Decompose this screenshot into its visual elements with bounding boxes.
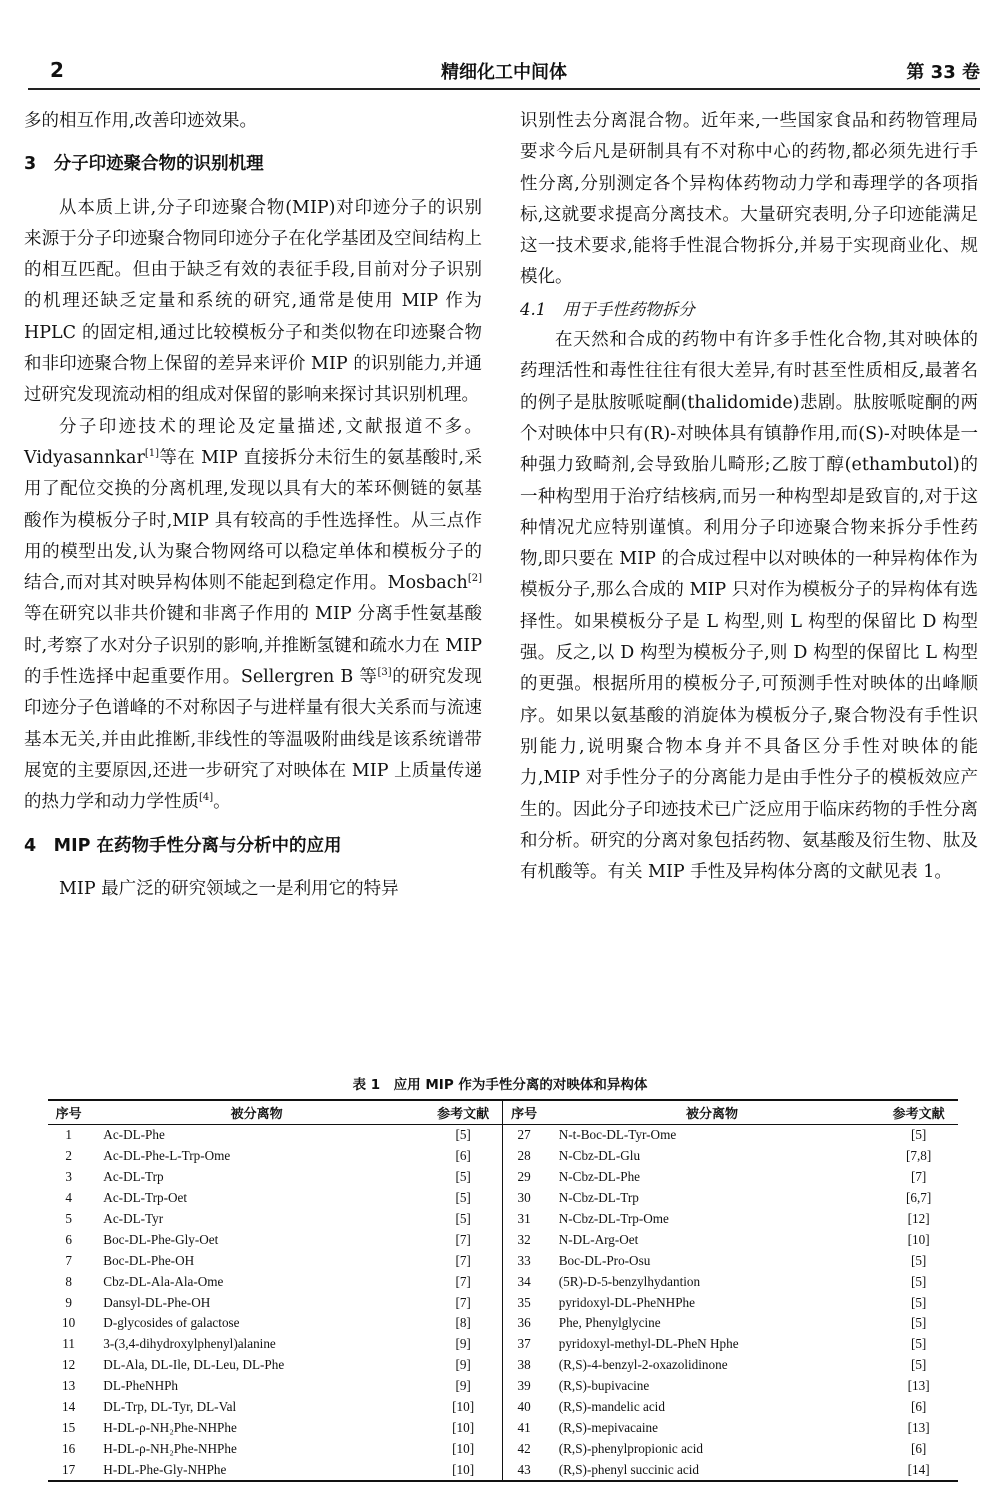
row-ref: [14] xyxy=(879,1459,958,1481)
row-no: 7 xyxy=(65,1252,72,1268)
row-no: 34 xyxy=(517,1273,531,1289)
intro-paragraph: 多的相互作用,改善印迹效果。 xyxy=(24,111,258,131)
row-compound: (R,S)-4-benzyl-2-oxazolidinone xyxy=(558,1357,728,1373)
header-rule xyxy=(28,88,980,90)
row-ref: [7] xyxy=(424,1229,503,1250)
row-no: 28 xyxy=(517,1148,531,1164)
header-no: 序号 xyxy=(48,1100,89,1125)
row-ref: [10] xyxy=(424,1438,503,1459)
header-ref-2: 参考文献 xyxy=(879,1100,958,1125)
row-ref: [5] xyxy=(910,1127,927,1143)
row-ref: [5] xyxy=(424,1188,503,1209)
table-row xyxy=(48,1459,958,1481)
row-ref: [10] xyxy=(424,1417,503,1438)
row-ref: [6] xyxy=(910,1440,927,1456)
row-ref: [13] xyxy=(907,1378,930,1394)
right-column xyxy=(520,106,978,888)
row-no: 11 xyxy=(62,1336,75,1352)
continued-paragraph: 识别性去分离混合物。近年来,一些国家食品和药物管理局要求今后凡是研制具有不对称中心的药物,都必须先进行手性分离,分别测定各个异构体药物动力学和毒理学的各项指标,这就要求提高分离技术。大量研究表明,分子印迹能满足这一技术要求,能将手性混合物拆分,并易于实现商业化、规模化。 xyxy=(520,111,978,288)
row-compound: (R,S)-mepivacaine xyxy=(558,1419,658,1435)
row-ref: [5] xyxy=(910,1357,927,1373)
row-ref: [6,7] xyxy=(905,1190,932,1206)
row-compound: Ac-DL-Phe-L-Trp-Ome xyxy=(103,1148,231,1164)
row-compound: (R,S)-phenyl succinic acid xyxy=(545,1459,880,1481)
row-no: 39 xyxy=(517,1378,531,1394)
row-no: 10 xyxy=(62,1315,76,1331)
row-compound: Dansyl-DL-Phe-OH xyxy=(103,1294,211,1310)
table-row xyxy=(48,1292,958,1313)
row-compound: Ac-DL-Trp-Oet xyxy=(103,1190,188,1206)
table-row xyxy=(48,1313,958,1334)
row-compound: Boc-DL-Phe-Gly-Oet xyxy=(103,1231,219,1247)
row-ref: [13] xyxy=(907,1419,930,1435)
table-row xyxy=(48,1188,958,1209)
table-row xyxy=(48,1271,958,1292)
row-compound: H-DL-ρ-NH₂Phe-NHPhe xyxy=(103,1440,237,1456)
row-no: 27 xyxy=(517,1127,531,1143)
row-no: 3 xyxy=(65,1169,72,1185)
row-no: 1 xyxy=(65,1127,72,1143)
row-compound: Ac-DL-Phe xyxy=(103,1127,165,1143)
row-no: 14 xyxy=(62,1399,76,1415)
table-row xyxy=(48,1229,958,1250)
row-ref: [10] xyxy=(424,1459,503,1481)
row-ref: [7] xyxy=(424,1250,503,1271)
row-ref: [5] xyxy=(910,1294,927,1310)
row-no: 37 xyxy=(517,1336,531,1352)
table-header-row xyxy=(48,1100,958,1125)
row-no: 31 xyxy=(517,1211,531,1226)
row-compound: D-glycosides of galactose xyxy=(103,1315,240,1331)
row-compound: (R,S)-phenylpropionic acid xyxy=(558,1440,704,1456)
row-no: 36 xyxy=(517,1315,531,1331)
enantiomer-table xyxy=(48,1099,958,1482)
section-3-paragraph-1: 从本质上讲,分子印迹聚合物(MIP)对印迹分子的识别来源于分子印迹聚合物同印迹分子在化学基团及空间结构上的相互匹配。但由于缺乏有效的表征手段,目前对分子识别的机理还缺乏定量和系统的研究,通常是使用 MIP 作为 HPLC 的固定相,通过比较模板分子和类似物在印迹聚合物和非印迹聚合物上保留的差异来评价 MIP 的识别能力,并通过研究发现流动相的组成对保留的影响来探讨其识别机理。 xyxy=(24,197,482,406)
citation-3: [3] xyxy=(377,667,392,679)
table-row xyxy=(48,1397,958,1418)
row-compound: N-DL-Arg-Oet xyxy=(558,1231,639,1247)
section-4-1-heading: 4.1 用于手性药物拆分 xyxy=(520,299,695,319)
row-ref: [10] xyxy=(907,1231,930,1247)
journal-title: 精细化工中间体 xyxy=(441,62,567,83)
running-header xyxy=(28,58,980,84)
row-ref: [8] xyxy=(424,1313,503,1334)
row-compound: N-Cbz-DL-Glu xyxy=(558,1148,641,1164)
row-compound: DL-Trp, DL-Tyr, DL-Val xyxy=(103,1399,237,1415)
citation-1: [1] xyxy=(144,447,159,459)
section-4-1-paragraph: 在天然和合成的药物中有许多手性化合物,其对映体的药理活性和毒性往往有很大差异,有时甚至性质相反,最著名的例子是肽胺哌啶酮(thalidomide)悲剧。肽胺哌啶酮的两个对映体中只有(R)-对映体具有镇静作用,而(S)-对映体是一种强力致畸剂,会导致胎儿畸形;乙胺丁醇(ethambutol)的一种构型用于治疗结核病,而另一种构型却是致盲的,对于这种情况尤应特别谨慎。利用分子印迹聚合物来拆分手性药物,即只要在 MIP 的合成过程中以对映体的一种异构体作为模板分子,那么合成的 MIP 只对作为模板分子的异构体有选择性。如果模板分子是 L 构型,则 L 构型的保留比 D 构型强。反之,以 D 构型为模板分子,则 D 构型的保留比 L 构型的更强。根据所用的模板分子,可预测手性对映体的出峰顺序。如果以氨基酸的消旋体为模板分子,聚合物没有手性识别能力,说明聚合物本身并不具备区分手性对映体的能力,MIP 对手性分子的分离能力是由手性分子的模板效应产生的。因此分子印迹技术已广泛应用于临床药物的手性分离和分析。研究的分离对象包括药物、氨基酸及衍生物、肽及有机酸等。有关 MIP 手性及异构体分离的文献见表 1。 xyxy=(520,330,978,883)
section-4-heading: 4 MIP 在药物手性分离与分析中的应用 xyxy=(24,835,342,856)
row-no: 4 xyxy=(65,1190,72,1206)
row-compound: Boc-DL-Pro-Osu xyxy=(558,1252,651,1268)
row-ref: [10] xyxy=(424,1397,503,1418)
row-ref: [9] xyxy=(424,1355,503,1376)
row-no: 8 xyxy=(65,1273,72,1289)
row-compound: 3-(3,4-dihydroxylphenyl)alanine xyxy=(103,1336,276,1352)
row-compound: DL-Ala, DL-Ile, DL-Leu, DL-Phe xyxy=(103,1357,285,1373)
section-3-paragraph-2: 分子印迹技术的理论及定量描述,文献报道不多。Vidyasannkar[1]等在 MIP 直接拆分未衍生的氨基酸时,采用了配位交换的分离机理,发现以具有大的苯环侧链的氨基酸作为模板分子时,MIP 具有较高的手性选择性。从三点作用的模型出发,认为聚合物网络可以稳定单体和模板分子的结合,而对其对映异构体则不能起到稳定作用。Mosbach[2]等在研究以非共价键和非离子作用的 MIP 分离手性氨基酸时,考察了水对分子识别的影响,并推断氢键和疏水力在 MIP 的手性选择中起重要作用。Sellergren B 等[3]的研究发现印迹分子色谱峰的不对称因子与进样量有很大关系而与流速基本无关,并由此推断,非线性的等温吸附曲线是该系统谱带展宽的主要原因,还进一步研究了对映体在 MIP 上质量传递的热力学和动力学性质[4]。 xyxy=(24,416,482,813)
row-compound: N-Cbz-DL-Trp-Ome xyxy=(558,1211,669,1226)
row-ref: [5] xyxy=(424,1167,503,1188)
page-number: 2 xyxy=(50,58,64,82)
row-ref: [6] xyxy=(910,1399,927,1415)
row-compound: pyridoxyl-DL-PheNHPhe xyxy=(558,1294,695,1310)
row-compound: N-t-Boc-DL-Tyr-Ome xyxy=(558,1127,677,1143)
row-compound: Cbz-DL-Ala-Ala-Ome xyxy=(103,1273,224,1289)
row-ref: [7,8] xyxy=(905,1148,932,1164)
left-column xyxy=(24,106,482,905)
row-no: 43 xyxy=(503,1459,545,1481)
volume-label: 第 33 卷 xyxy=(906,62,980,83)
row-no: 29 xyxy=(517,1169,531,1185)
row-ref: [9] xyxy=(424,1376,503,1397)
row-compound: N-Cbz-DL-Trp xyxy=(558,1190,639,1206)
table-row xyxy=(48,1146,958,1167)
row-no: 38 xyxy=(517,1357,531,1373)
row-no: 12 xyxy=(62,1357,76,1373)
header-ref: 参考文献 xyxy=(424,1100,503,1125)
row-compound: Phe, Phenylglycine xyxy=(558,1315,661,1331)
row-compound: (R,S)-mandelic acid xyxy=(558,1399,665,1415)
row-ref: [9] xyxy=(424,1334,503,1355)
citation-4: [4] xyxy=(199,792,214,804)
table-row xyxy=(48,1125,958,1146)
row-ref: [5] xyxy=(424,1125,503,1146)
row-no: 16 xyxy=(62,1440,76,1456)
row-compound: (5R)-D-5-benzylhydantion xyxy=(558,1273,701,1289)
row-compound: (R,S)-bupivacine xyxy=(558,1378,650,1394)
row-ref: [5] xyxy=(910,1273,927,1289)
table-row xyxy=(48,1376,958,1397)
section-4-paragraph-1: MIP 最广泛的研究领域之一是利用它的特异 xyxy=(59,878,399,899)
row-no: 40 xyxy=(517,1399,531,1415)
header-name-2: 被分离物 xyxy=(545,1100,880,1125)
row-no: 6 xyxy=(65,1231,72,1247)
row-ref: [7] xyxy=(910,1169,927,1185)
row-no: 30 xyxy=(517,1190,531,1206)
row-compound: H-DL-ρ-NH₂Phe-NHPhe xyxy=(103,1419,237,1435)
row-no: 41 xyxy=(517,1419,531,1435)
table-row xyxy=(48,1250,958,1271)
section-3-heading: 3 分子印迹聚合物的识别机理 xyxy=(24,154,264,175)
row-ref: [6] xyxy=(424,1146,503,1167)
row-no: 35 xyxy=(517,1294,531,1310)
row-no: 17 xyxy=(48,1459,89,1481)
row-no: 42 xyxy=(517,1440,531,1456)
row-no: 33 xyxy=(517,1252,531,1268)
row-compound: pyridoxyl-methyl-DL-PheN Hphe xyxy=(558,1336,739,1352)
header-no-2: 序号 xyxy=(503,1100,545,1125)
row-ref: [5] xyxy=(910,1336,927,1352)
table-caption: 表 1 应用 MIP 作为手性分离的对映体和异构体 xyxy=(352,1077,648,1093)
row-no: 15 xyxy=(62,1419,76,1435)
table-row xyxy=(48,1438,958,1459)
header-name: 被分离物 xyxy=(89,1100,424,1125)
row-compound: H-DL-Phe-Gly-NHPhe xyxy=(89,1459,424,1481)
row-compound: DL-PheNHPh xyxy=(103,1378,179,1394)
citation-2: [2] xyxy=(467,573,482,585)
row-no: 9 xyxy=(65,1294,72,1310)
row-no: 32 xyxy=(517,1231,531,1247)
row-ref: [5] xyxy=(424,1209,503,1230)
table-row xyxy=(48,1355,958,1376)
row-compound: Boc-DL-Phe-OH xyxy=(103,1252,195,1268)
table-row xyxy=(48,1209,958,1230)
row-ref: [5] xyxy=(910,1252,927,1268)
row-ref: [7] xyxy=(424,1292,503,1313)
row-compound: Ac-DL-Trp xyxy=(103,1169,164,1185)
row-ref: [5] xyxy=(910,1315,927,1331)
row-compound: N-Cbz-DL-Phe xyxy=(558,1169,641,1185)
table-row xyxy=(48,1167,958,1188)
row-ref: [7] xyxy=(424,1271,503,1292)
row-no: 2 xyxy=(65,1148,72,1164)
row-ref: [12] xyxy=(907,1211,930,1226)
row-compound: Ac-DL-Tyr xyxy=(103,1211,164,1226)
row-no: 13 xyxy=(62,1378,76,1394)
row-no: 5 xyxy=(65,1211,72,1226)
table-row xyxy=(48,1334,958,1355)
table-row xyxy=(48,1417,958,1438)
